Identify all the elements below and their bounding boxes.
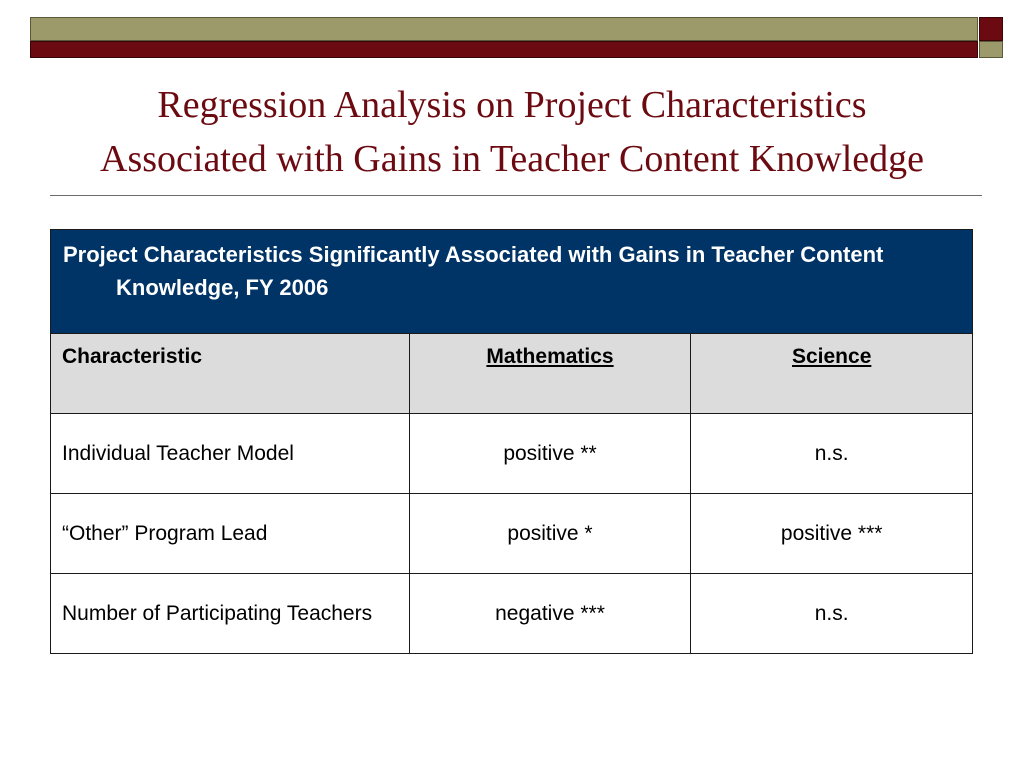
table-caption	[51, 230, 973, 334]
cell-mathematics: positive *	[409, 494, 691, 574]
regression-table	[50, 229, 973, 654]
header-square-olive	[979, 41, 1003, 58]
cell-science: positive ***	[691, 494, 973, 574]
cell-characteristic: Individual Teacher Model	[51, 414, 410, 494]
cell-mathematics: negative ***	[409, 574, 691, 654]
header-bar-maroon	[30, 41, 978, 58]
cell-characteristic: “Other” Program Lead	[51, 494, 410, 574]
table-caption-text: Project Characteristics Significantly Associated with Gains in Teacher Content Knowledge, FY 2006	[63, 242, 884, 300]
header-science: Science	[691, 334, 973, 414]
table-row	[51, 494, 973, 574]
table-header-row	[51, 334, 973, 414]
header-bar-olive	[30, 17, 978, 41]
header-mathematics: Mathematics	[409, 334, 691, 414]
table-row	[51, 414, 973, 494]
table-caption-row	[51, 230, 973, 334]
slide-title-line1: Regression Analysis on Project Characteristics	[157, 84, 867, 126]
slide-title	[0, 78, 1024, 186]
cell-characteristic	[51, 574, 410, 654]
cell-science: n.s.	[691, 414, 973, 494]
cell-mathematics: positive **	[409, 414, 691, 494]
cell-characteristic-text: Number of Participating Teachers	[62, 601, 373, 625]
header-square-maroon	[979, 17, 1003, 41]
title-divider	[50, 195, 982, 196]
slide-title-line2: Associated with Gains in Teacher Content Knowledge	[100, 138, 924, 180]
table-row	[51, 574, 973, 654]
header-characteristic: Characteristic	[51, 334, 410, 414]
cell-science: n.s.	[691, 574, 973, 654]
